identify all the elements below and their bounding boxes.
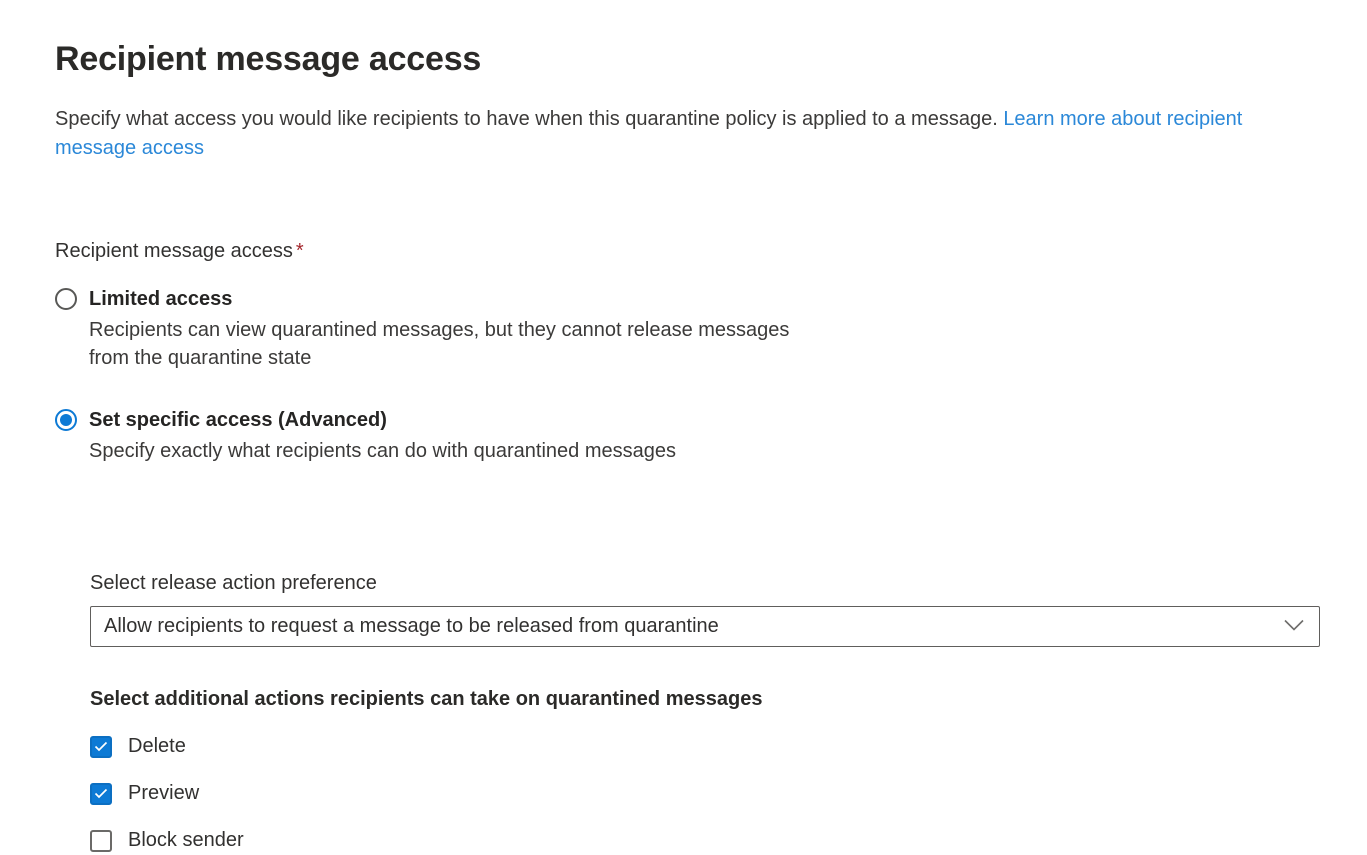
recipient-access-field-label bbox=[55, 239, 1327, 263]
radio-option-set-specific-access[interactable] bbox=[55, 408, 1327, 465]
set-specific-access-option-description: Specify exactly what recipients can do with quarantined messages bbox=[89, 440, 676, 462]
preview-checkbox-label: Preview bbox=[128, 782, 200, 804]
page-title: Recipient message access bbox=[55, 40, 482, 78]
release-action-label: Select release action preference bbox=[90, 572, 377, 594]
block-sender-checkbox-label: Block sender bbox=[128, 829, 244, 851]
delete-checkbox-label: Delete bbox=[128, 735, 186, 757]
advanced-access-section bbox=[90, 571, 1327, 852]
page-description bbox=[55, 105, 1323, 163]
release-action-dropdown[interactable] bbox=[90, 606, 1320, 647]
radio-option-limited-access[interactable] bbox=[55, 287, 1327, 372]
block-sender-checkbox[interactable] bbox=[90, 830, 112, 852]
set-specific-access-option-body bbox=[89, 408, 676, 465]
set-specific-access-option-label: Set specific access (Advanced) bbox=[89, 409, 387, 431]
page-description-text: Specify what access you would like recipients to have when this quarantine policy is applied to a message. bbox=[55, 108, 1004, 130]
checkmark-icon bbox=[94, 741, 108, 752]
limited-access-option-description: Recipients can view quarantined messages, but they cannot release messages from the quarantine state bbox=[89, 319, 790, 369]
limited-access-option-label: Limited access bbox=[89, 288, 233, 310]
learn-more-link[interactable]: Learn more about recipient message access bbox=[55, 108, 1243, 159]
release-action-dropdown-value: Allow recipients to request a message to be released from quarantine bbox=[104, 615, 719, 637]
limited-access-radio-button[interactable] bbox=[55, 288, 77, 310]
checkbox-row-delete[interactable] bbox=[90, 735, 1327, 758]
checkbox-row-block-sender[interactable] bbox=[90, 829, 1327, 852]
checkbox-row-preview[interactable] bbox=[90, 782, 1327, 805]
set-specific-access-radio-button[interactable] bbox=[55, 409, 77, 431]
additional-actions-label: Select additional actions recipients can take on quarantined messages bbox=[90, 688, 763, 710]
required-asterisk: * bbox=[295, 240, 304, 262]
preview-checkbox[interactable] bbox=[90, 783, 112, 805]
checkmark-icon bbox=[94, 788, 108, 799]
delete-checkbox[interactable] bbox=[90, 736, 112, 758]
recipient-access-label-text: Recipient message access bbox=[55, 240, 293, 262]
chevron-down-icon bbox=[1284, 618, 1304, 636]
limited-access-option-body bbox=[89, 287, 831, 372]
